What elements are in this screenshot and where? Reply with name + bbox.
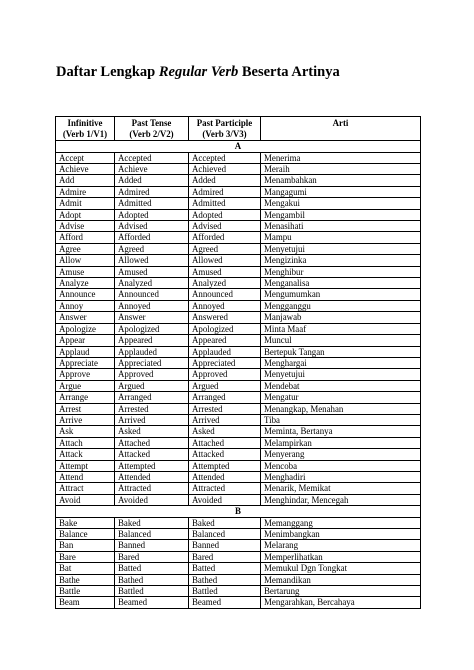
cell-past-tense: Attached — [115, 437, 189, 448]
table-row — [56, 152, 421, 163]
table-body — [56, 141, 421, 609]
table-row — [56, 551, 421, 562]
cell-infinitive: Bake — [56, 517, 115, 528]
cell-infinitive: Attempt — [56, 460, 115, 471]
cell-past-participle: Argued — [189, 380, 261, 391]
table-row — [56, 186, 421, 197]
table-row — [56, 540, 421, 551]
table-row — [56, 460, 421, 471]
title-prefix: Daftar Lengkap — [56, 64, 159, 80]
cell-past-tense: Beamed — [115, 597, 189, 608]
cell-arti: Menganalisa — [261, 278, 421, 289]
table-row — [56, 449, 421, 460]
table-row — [56, 300, 421, 311]
cell-past-tense: Baked — [115, 517, 189, 528]
section-letter: A — [56, 141, 421, 152]
table-row — [56, 335, 421, 346]
section-row — [56, 141, 421, 152]
cell-past-tense: Approved — [115, 369, 189, 380]
cell-infinitive: Balance — [56, 529, 115, 540]
cell-past-participle: Achieved — [189, 164, 261, 175]
cell-past-tense: Amused — [115, 266, 189, 277]
cell-infinitive: Appreciate — [56, 357, 115, 368]
cell-past-tense: Bathed — [115, 574, 189, 585]
cell-past-participle: Bared — [189, 551, 261, 562]
header-infinitive — [56, 117, 115, 141]
cell-arti: Menghargai — [261, 357, 421, 368]
cell-past-tense: Bared — [115, 551, 189, 562]
cell-past-participle: Attended — [189, 471, 261, 482]
cell-infinitive: Bare — [56, 551, 115, 562]
cell-past-participle: Applauded — [189, 346, 261, 357]
cell-past-participle: Adopted — [189, 209, 261, 220]
cell-infinitive: Agree — [56, 243, 115, 254]
header-arti-line1: Arti — [332, 118, 349, 128]
cell-past-tense: Arrived — [115, 414, 189, 425]
header-past-participle-line1: Past Participle — [196, 118, 253, 128]
cell-arti: Menimbangkan — [261, 529, 421, 540]
cell-past-tense: Adopted — [115, 209, 189, 220]
cell-infinitive: Afford — [56, 232, 115, 243]
cell-arti: Menarik, Memikat — [261, 483, 421, 494]
cell-infinitive: Analyze — [56, 278, 115, 289]
cell-arti: Tiba — [261, 414, 421, 425]
cell-past-tense: Appreciated — [115, 357, 189, 368]
section-letter: B — [56, 506, 421, 517]
cell-arti: Menyetujui — [261, 369, 421, 380]
cell-past-participle: Advised — [189, 221, 261, 232]
cell-arti: Manjawab — [261, 312, 421, 323]
cell-arti: Mengakui — [261, 198, 421, 209]
table-row — [56, 529, 421, 540]
cell-arti: Memandikan — [261, 574, 421, 585]
cell-infinitive: Accept — [56, 152, 115, 163]
cell-past-participle: Appreciated — [189, 357, 261, 368]
table-row — [56, 232, 421, 243]
cell-arti: Mangagumi — [261, 186, 421, 197]
cell-arti: Menerima — [261, 152, 421, 163]
table-row — [56, 414, 421, 425]
cell-past-participle: Attracted — [189, 483, 261, 494]
cell-past-tense: Arrested — [115, 403, 189, 414]
cell-past-participle: Appeared — [189, 335, 261, 346]
cell-infinitive: Adopt — [56, 209, 115, 220]
cell-arti: Mencoba — [261, 460, 421, 471]
cell-past-tense: Answer — [115, 312, 189, 323]
cell-past-participle: Added — [189, 175, 261, 186]
cell-past-tense: Batted — [115, 563, 189, 574]
table-row — [56, 164, 421, 175]
cell-infinitive: Beam — [56, 597, 115, 608]
cell-arti: Menasihati — [261, 221, 421, 232]
header-row — [56, 117, 421, 141]
cell-past-participle: Arrived — [189, 414, 261, 425]
cell-arti: Menyerang — [261, 449, 421, 460]
cell-past-tense: Analyzed — [115, 278, 189, 289]
table-row — [56, 392, 421, 403]
cell-infinitive: Arrive — [56, 414, 115, 425]
section-row — [56, 506, 421, 517]
table-row — [56, 403, 421, 414]
cell-infinitive: Avoid — [56, 494, 115, 505]
cell-infinitive: Add — [56, 175, 115, 186]
cell-arti: Menambahkan — [261, 175, 421, 186]
cell-past-tense: Battled — [115, 586, 189, 597]
header-past-tense-line1: Past Tense — [131, 118, 172, 128]
cell-infinitive: Approve — [56, 369, 115, 380]
cell-past-participle: Annoyed — [189, 300, 261, 311]
cell-past-participle: Afforded — [189, 232, 261, 243]
cell-arti: Meraih — [261, 164, 421, 175]
cell-past-participle: Banned — [189, 540, 261, 551]
cell-past-participle: Announced — [189, 289, 261, 300]
cell-past-tense: Banned — [115, 540, 189, 551]
cell-past-tense: Balanced — [115, 529, 189, 540]
table-row — [56, 563, 421, 574]
cell-past-participle: Apologized — [189, 323, 261, 334]
cell-past-participle: Allowed — [189, 255, 261, 266]
table-row — [56, 586, 421, 597]
table-row — [56, 255, 421, 266]
cell-arti: Memperlihatkan — [261, 551, 421, 562]
cell-infinitive: Achieve — [56, 164, 115, 175]
table-row — [56, 494, 421, 505]
cell-past-tense: Attacked — [115, 449, 189, 460]
cell-infinitive: Attract — [56, 483, 115, 494]
cell-past-tense: Admitted — [115, 198, 189, 209]
cell-arti: Memukul Dgn Tongkat — [261, 563, 421, 574]
cell-arti: Bertepuk Tangan — [261, 346, 421, 357]
cell-infinitive: Admire — [56, 186, 115, 197]
cell-past-participle: Answered — [189, 312, 261, 323]
cell-past-tense: Added — [115, 175, 189, 186]
cell-arti: Meminta, Bertanya — [261, 426, 421, 437]
table-row — [56, 209, 421, 220]
cell-past-tense: Annoyed — [115, 300, 189, 311]
cell-arti: Mengarahkan, Bercahaya — [261, 597, 421, 608]
cell-past-tense: Appeared — [115, 335, 189, 346]
table-row — [56, 266, 421, 277]
table-row — [56, 517, 421, 528]
cell-infinitive: Bathe — [56, 574, 115, 585]
cell-arti: Melampirkan — [261, 437, 421, 448]
cell-infinitive: Argue — [56, 380, 115, 391]
cell-past-tense: Afforded — [115, 232, 189, 243]
cell-past-participle: Arranged — [189, 392, 261, 403]
header-past-participle-line2: (Verb 3/V3) — [202, 128, 247, 139]
cell-past-participle: Admitted — [189, 198, 261, 209]
cell-past-participle: Beamed — [189, 597, 261, 608]
cell-past-tense: Arranged — [115, 392, 189, 403]
cell-infinitive: Annoy — [56, 300, 115, 311]
cell-infinitive: Battle — [56, 586, 115, 597]
cell-arti: Menghindar, Mencegah — [261, 494, 421, 505]
table-row — [56, 278, 421, 289]
cell-past-participle: Avoided — [189, 494, 261, 505]
cell-arti: Menyetujui — [261, 243, 421, 254]
table-row — [56, 597, 421, 608]
cell-arti: Menangkap, Menahan — [261, 403, 421, 414]
cell-past-participle: Attempted — [189, 460, 261, 471]
cell-past-tense: Attended — [115, 471, 189, 482]
table-row — [56, 437, 421, 448]
cell-arti: Menghadiri — [261, 471, 421, 482]
cell-infinitive: Advise — [56, 221, 115, 232]
table-row — [56, 380, 421, 391]
cell-arti: Mengambil — [261, 209, 421, 220]
table-row — [56, 574, 421, 585]
verb-table — [55, 116, 421, 609]
cell-past-participle: Admired — [189, 186, 261, 197]
cell-arti: Mengatur — [261, 392, 421, 403]
table-row — [56, 175, 421, 186]
cell-infinitive: Bat — [56, 563, 115, 574]
cell-infinitive: Attack — [56, 449, 115, 460]
cell-infinitive: Attend — [56, 471, 115, 482]
cell-past-participle: Amused — [189, 266, 261, 277]
cell-past-tense: Avoided — [115, 494, 189, 505]
cell-past-tense: Advised — [115, 221, 189, 232]
title-suffix: Beserta Artinya — [238, 64, 340, 80]
cell-past-tense: Attempted — [115, 460, 189, 471]
cell-past-participle: Accepted — [189, 152, 261, 163]
table-row — [56, 289, 421, 300]
cell-infinitive: Ask — [56, 426, 115, 437]
cell-past-participle: Asked — [189, 426, 261, 437]
cell-past-participle: Agreed — [189, 243, 261, 254]
cell-past-tense: Accepted — [115, 152, 189, 163]
cell-infinitive: Amuse — [56, 266, 115, 277]
header-past-participle — [189, 117, 261, 141]
cell-infinitive: Answer — [56, 312, 115, 323]
cell-arti: Mengganggu — [261, 300, 421, 311]
cell-arti: Bertarung — [261, 586, 421, 597]
cell-past-tense: Admired — [115, 186, 189, 197]
cell-arti: Menghibur — [261, 266, 421, 277]
cell-arti: Memanggang — [261, 517, 421, 528]
cell-infinitive: Attach — [56, 437, 115, 448]
header-arti — [261, 117, 421, 141]
cell-past-tense: Asked — [115, 426, 189, 437]
cell-past-participle: Attached — [189, 437, 261, 448]
cell-past-participle: Arrested — [189, 403, 261, 414]
cell-arti: Minta Maaf — [261, 323, 421, 334]
cell-past-participle: Analyzed — [189, 278, 261, 289]
header-infinitive-line2: (Verb 1/V1) — [62, 128, 108, 139]
cell-arti: Melarang — [261, 540, 421, 551]
cell-past-participle: Approved — [189, 369, 261, 380]
cell-arti: Mengumumkan — [261, 289, 421, 300]
header-past-tense-line2: (Verb 2/V2) — [129, 128, 174, 139]
table-row — [56, 346, 421, 357]
cell-infinitive: Arrange — [56, 392, 115, 403]
cell-infinitive: Ban — [56, 540, 115, 551]
table-row — [56, 369, 421, 380]
cell-past-tense: Argued — [115, 380, 189, 391]
cell-infinitive: Admit — [56, 198, 115, 209]
cell-past-participle: Balanced — [189, 529, 261, 540]
table-row — [56, 471, 421, 482]
cell-infinitive: Announce — [56, 289, 115, 300]
cell-past-tense: Attracted — [115, 483, 189, 494]
cell-infinitive: Applaud — [56, 346, 115, 357]
cell-arti: Mendebat — [261, 380, 421, 391]
table-row — [56, 221, 421, 232]
title-italic: Regular Verb — [158, 64, 239, 80]
table-row — [56, 483, 421, 494]
table-row — [56, 198, 421, 209]
page-title — [56, 64, 340, 81]
cell-past-participle: Bathed — [189, 574, 261, 585]
table-row — [56, 312, 421, 323]
header-past-tense — [115, 117, 189, 141]
table-row — [56, 243, 421, 254]
cell-past-tense: Announced — [115, 289, 189, 300]
cell-infinitive: Apologize — [56, 323, 115, 334]
cell-arti: Muncul — [261, 335, 421, 346]
cell-arti: Mengizinka — [261, 255, 421, 266]
cell-infinitive: Arrest — [56, 403, 115, 414]
cell-past-tense: Allowed — [115, 255, 189, 266]
cell-past-tense: Agreed — [115, 243, 189, 254]
cell-past-tense: Apologized — [115, 323, 189, 334]
header-infinitive-line1: Infinitive — [67, 118, 103, 128]
cell-past-tense: Applauded — [115, 346, 189, 357]
cell-infinitive: Appear — [56, 335, 115, 346]
cell-past-participle: Battled — [189, 586, 261, 597]
table-row — [56, 357, 421, 368]
cell-past-tense: Achieve — [115, 164, 189, 175]
cell-past-participle: Batted — [189, 563, 261, 574]
cell-past-participle: Baked — [189, 517, 261, 528]
table-row — [56, 426, 421, 437]
cell-arti: Mampu — [261, 232, 421, 243]
cell-infinitive: Allow — [56, 255, 115, 266]
table-row — [56, 323, 421, 334]
cell-past-participle: Attacked — [189, 449, 261, 460]
